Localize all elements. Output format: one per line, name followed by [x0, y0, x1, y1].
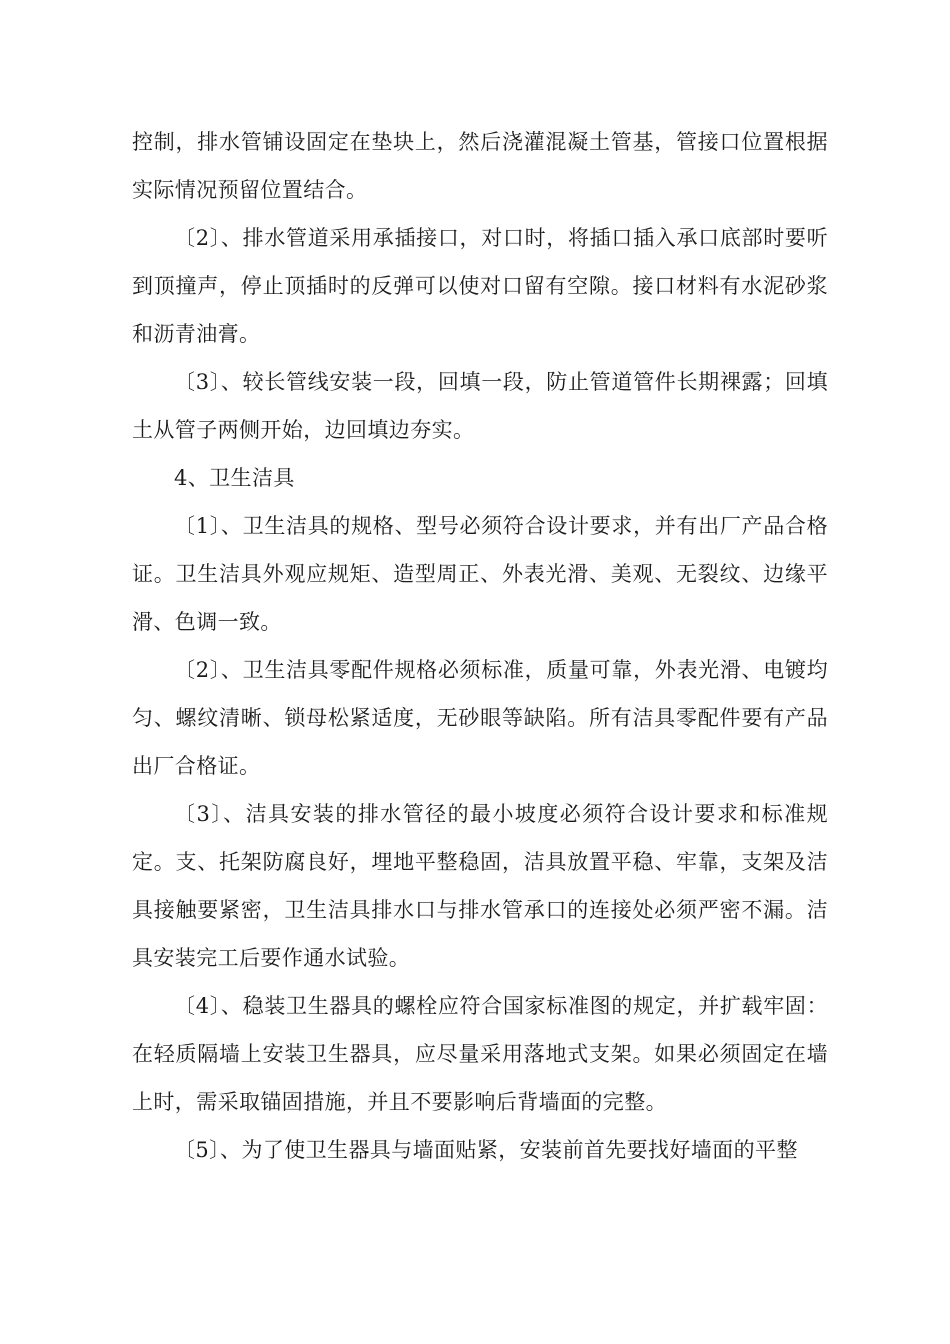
- section-heading-sanitary-ware: 4、卫生洁具: [174, 466, 295, 490]
- paragraph-item-3-backfill: 〔3〕、较长管线安装一段，回填一段，防止管道管件长期裸露；回填土从管子两侧开始，边回填边夯实。: [132, 370, 828, 442]
- paragraph-item-3-drain-slope: 〔3〕、洁具安装的排水管径的最小坡度必须符合设计要求和标准规定。支、托架防腐良好，埋地平整稳固，洁具放置平稳、牢靠，支架及洁具接触要紧密，卫生洁具排水口与排水管承口的连接处必须严密不漏。洁具安装完工后要作通水试验。: [132, 802, 828, 970]
- paragraph-continuation-pipe-fixing: 控制，排水管铺设固定在垫块上，然后浇灌混凝土管基，管接口位置根据实际情况预留位置结合。: [132, 130, 828, 202]
- paragraph-item-5-wall-fit: 〔5〕、为了使卫生器具与墙面贴紧，安装前首先要找好墙面的平整: [174, 1138, 798, 1162]
- document-body: [132, 118, 828, 1174]
- paragraph-item-2-fittings: 〔2〕、卫生洁具零配件规格必须标准，质量可靠，外表光滑、电镀均匀、螺纹清晰、锁母松紧适度，无砂眼等缺陷。所有洁具零配件要有产品出厂合格证。: [132, 658, 828, 778]
- paragraph-item-1-specifications: 〔1〕、卫生洁具的规格、型号必须符合设计要求，并有出厂产品合格证。卫生洁具外观应规矩、造型周正、外表光滑、美观、无裂纹、边缘平滑、色调一致。: [132, 514, 828, 634]
- paragraph-item-2-socket-joint: 〔2〕、排水管道采用承插接口，对口时，将插口插入承口底部时要听到顶撞声，停止顶插时的反弹可以使对口留有空隙。接口材料有水泥砂浆和沥青油膏。: [132, 226, 828, 346]
- paragraph-item-4-bolts: 〔4〕、稳装卫生器具的螺栓应符合国家标准图的规定，并扩载牢固：在轻质隔墙上安装卫生器具，应尽量采用落地式支架。如果必须固定在墙上时，需采取锚固措施，并且不要影响后背墙面的完整。: [132, 994, 828, 1114]
